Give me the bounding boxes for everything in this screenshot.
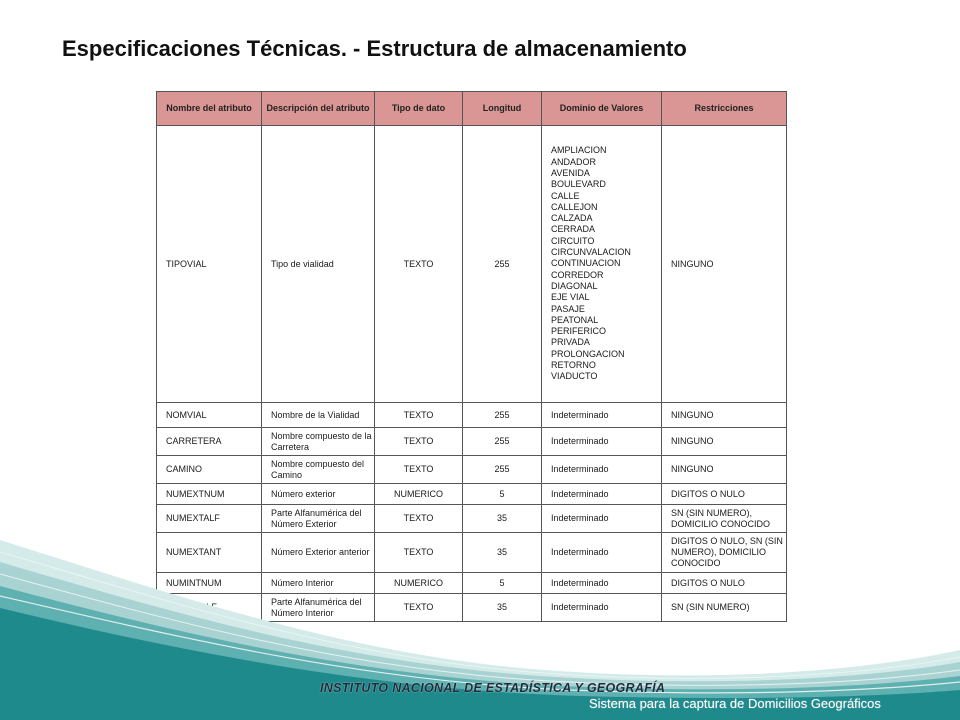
cell-nombre: CARRETERA (157, 428, 262, 456)
domain-value: VIADUCTO (551, 371, 598, 382)
domain-value: DIAGONAL (551, 280, 598, 291)
cell-dominio: Indeterminado (542, 456, 662, 484)
header-descripcion: Descripción del atributo (262, 92, 375, 126)
cell-restricciones: NINGUNO (662, 403, 787, 428)
cell-restricciones: NINGUNO (662, 126, 787, 403)
cell-dominio: Indeterminado (542, 594, 662, 622)
institute-name: INSTITUTO NACIONAL DE ESTADÍSTICA Y GEOGRAFÍA (320, 681, 666, 695)
header-longitud: Longitud (463, 92, 542, 126)
table-header-row (157, 92, 787, 126)
domain-value: PROLONGACION (551, 348, 625, 359)
domain-value: CALLEJON (551, 201, 598, 212)
cell-nombre: NUMEXTANT (157, 533, 262, 573)
cell-tipo: NUMERICO (375, 484, 463, 505)
cell-dominio: Indeterminado (542, 533, 662, 573)
cell-restricciones: DIGITOS O NULO (662, 484, 787, 505)
cell-longitud: 255 (463, 456, 542, 484)
header-dominio: Dominio de Valores (542, 92, 662, 126)
domain-value: CIRCUITO (551, 235, 595, 246)
domain-value: CALLE (551, 190, 580, 201)
cell-longitud: 35 (463, 533, 542, 573)
cell-nombre: CAMINO (157, 456, 262, 484)
domain-value: PASAJE (551, 303, 585, 314)
cell-descripcion: Parte Alfanumérica del Número Interior (262, 594, 375, 622)
cell-tipo: NUMERICO (375, 573, 463, 594)
cell-descripcion: Tipo de vialidad (262, 126, 375, 403)
cell-nombre: NUMEXTALF (157, 505, 262, 533)
cell-restricciones: NINGUNO (662, 428, 787, 456)
cell-tipo: TEXTO (375, 403, 463, 428)
domain-value: CALZADA (551, 213, 593, 224)
cell-nombre: TIPOVIAL (157, 126, 262, 403)
cell-dominio (542, 126, 662, 403)
cell-dominio: Indeterminado (542, 428, 662, 456)
header-nombre: Nombre del atributo (157, 92, 262, 126)
cell-nombre: NUMINTNUM (157, 573, 262, 594)
domain-value: PEATONAL (551, 314, 599, 325)
cell-tipo: TEXTO (375, 126, 463, 403)
domain-value: AMPLIACION (551, 145, 607, 156)
domain-value-list (551, 145, 661, 382)
domain-value: EJE VIAL (551, 292, 590, 303)
domain-value: AVENIDA (551, 167, 590, 178)
cell-descripcion: Número Exterior anterior (262, 533, 375, 573)
header-tipo: Tipo de dato (375, 92, 463, 126)
cell-dominio: Indeterminado (542, 573, 662, 594)
cell-restricciones: SN (SIN NUMERO) (662, 594, 787, 622)
table-row (157, 456, 787, 484)
cell-longitud: 5 (463, 573, 542, 594)
table-row (157, 428, 787, 456)
cell-descripcion: Número Interior (262, 573, 375, 594)
cell-dominio: Indeterminado (542, 505, 662, 533)
cell-longitud: 5 (463, 484, 542, 505)
domain-value: BOULEVARD (551, 179, 606, 190)
cell-tipo: TEXTO (375, 533, 463, 573)
domain-value: CORREDOR (551, 269, 604, 280)
slide-title: Especificaciones Técnicas. - Estructura de almacenamiento (62, 36, 687, 61)
cell-longitud: 35 (463, 594, 542, 622)
cell-descripcion: Número exterior (262, 484, 375, 505)
domain-value: PRIVADA (551, 337, 590, 348)
cell-descripcion: Nombre compuesto de la Carretera (262, 428, 375, 456)
cell-nombre: NUMEXTNUM (157, 484, 262, 505)
table-row (157, 126, 787, 403)
cell-restricciones: DIGITOS O NULO, SN (SIN NUMERO), DOMICILIO CONOCIDO (662, 533, 787, 573)
cell-restricciones: NINGUNO (662, 456, 787, 484)
domain-value: PERIFERICO (551, 326, 607, 337)
table-row (157, 403, 787, 428)
domain-value: CERRADA (551, 224, 596, 235)
cell-dominio: Indeterminado (542, 484, 662, 505)
domain-value: ANDADOR (551, 156, 597, 167)
domain-value: CONTINUACION (551, 258, 621, 269)
domain-value: CIRCUNVALACION (551, 247, 631, 258)
cell-restricciones: SN (SIN NUMERO), DOMICILIO CONOCIDO (662, 505, 787, 533)
cell-longitud: 35 (463, 505, 542, 533)
cell-longitud: 255 (463, 403, 542, 428)
cell-dominio: Indeterminado (542, 403, 662, 428)
cell-tipo: TEXTO (375, 594, 463, 622)
cell-longitud: 255 (463, 428, 542, 456)
cell-nombre: NOMVIAL (157, 403, 262, 428)
cell-restricciones: DIGITOS O NULO (662, 573, 787, 594)
cell-tipo: TEXTO (375, 505, 463, 533)
cell-longitud: 255 (463, 126, 542, 403)
cell-descripcion: Parte Alfanumérica del Número Exterior (262, 505, 375, 533)
cell-tipo: TEXTO (375, 456, 463, 484)
cell-descripcion: Nombre de la Vialidad (262, 403, 375, 428)
header-restricciones: Restricciones (662, 92, 787, 126)
system-name: Sistema para la captura de Domicilios Geográficos (589, 696, 881, 711)
cell-tipo: TEXTO (375, 428, 463, 456)
cell-descripcion: Nombre compuesto del Camino (262, 456, 375, 484)
domain-value: RETORNO (551, 360, 596, 371)
